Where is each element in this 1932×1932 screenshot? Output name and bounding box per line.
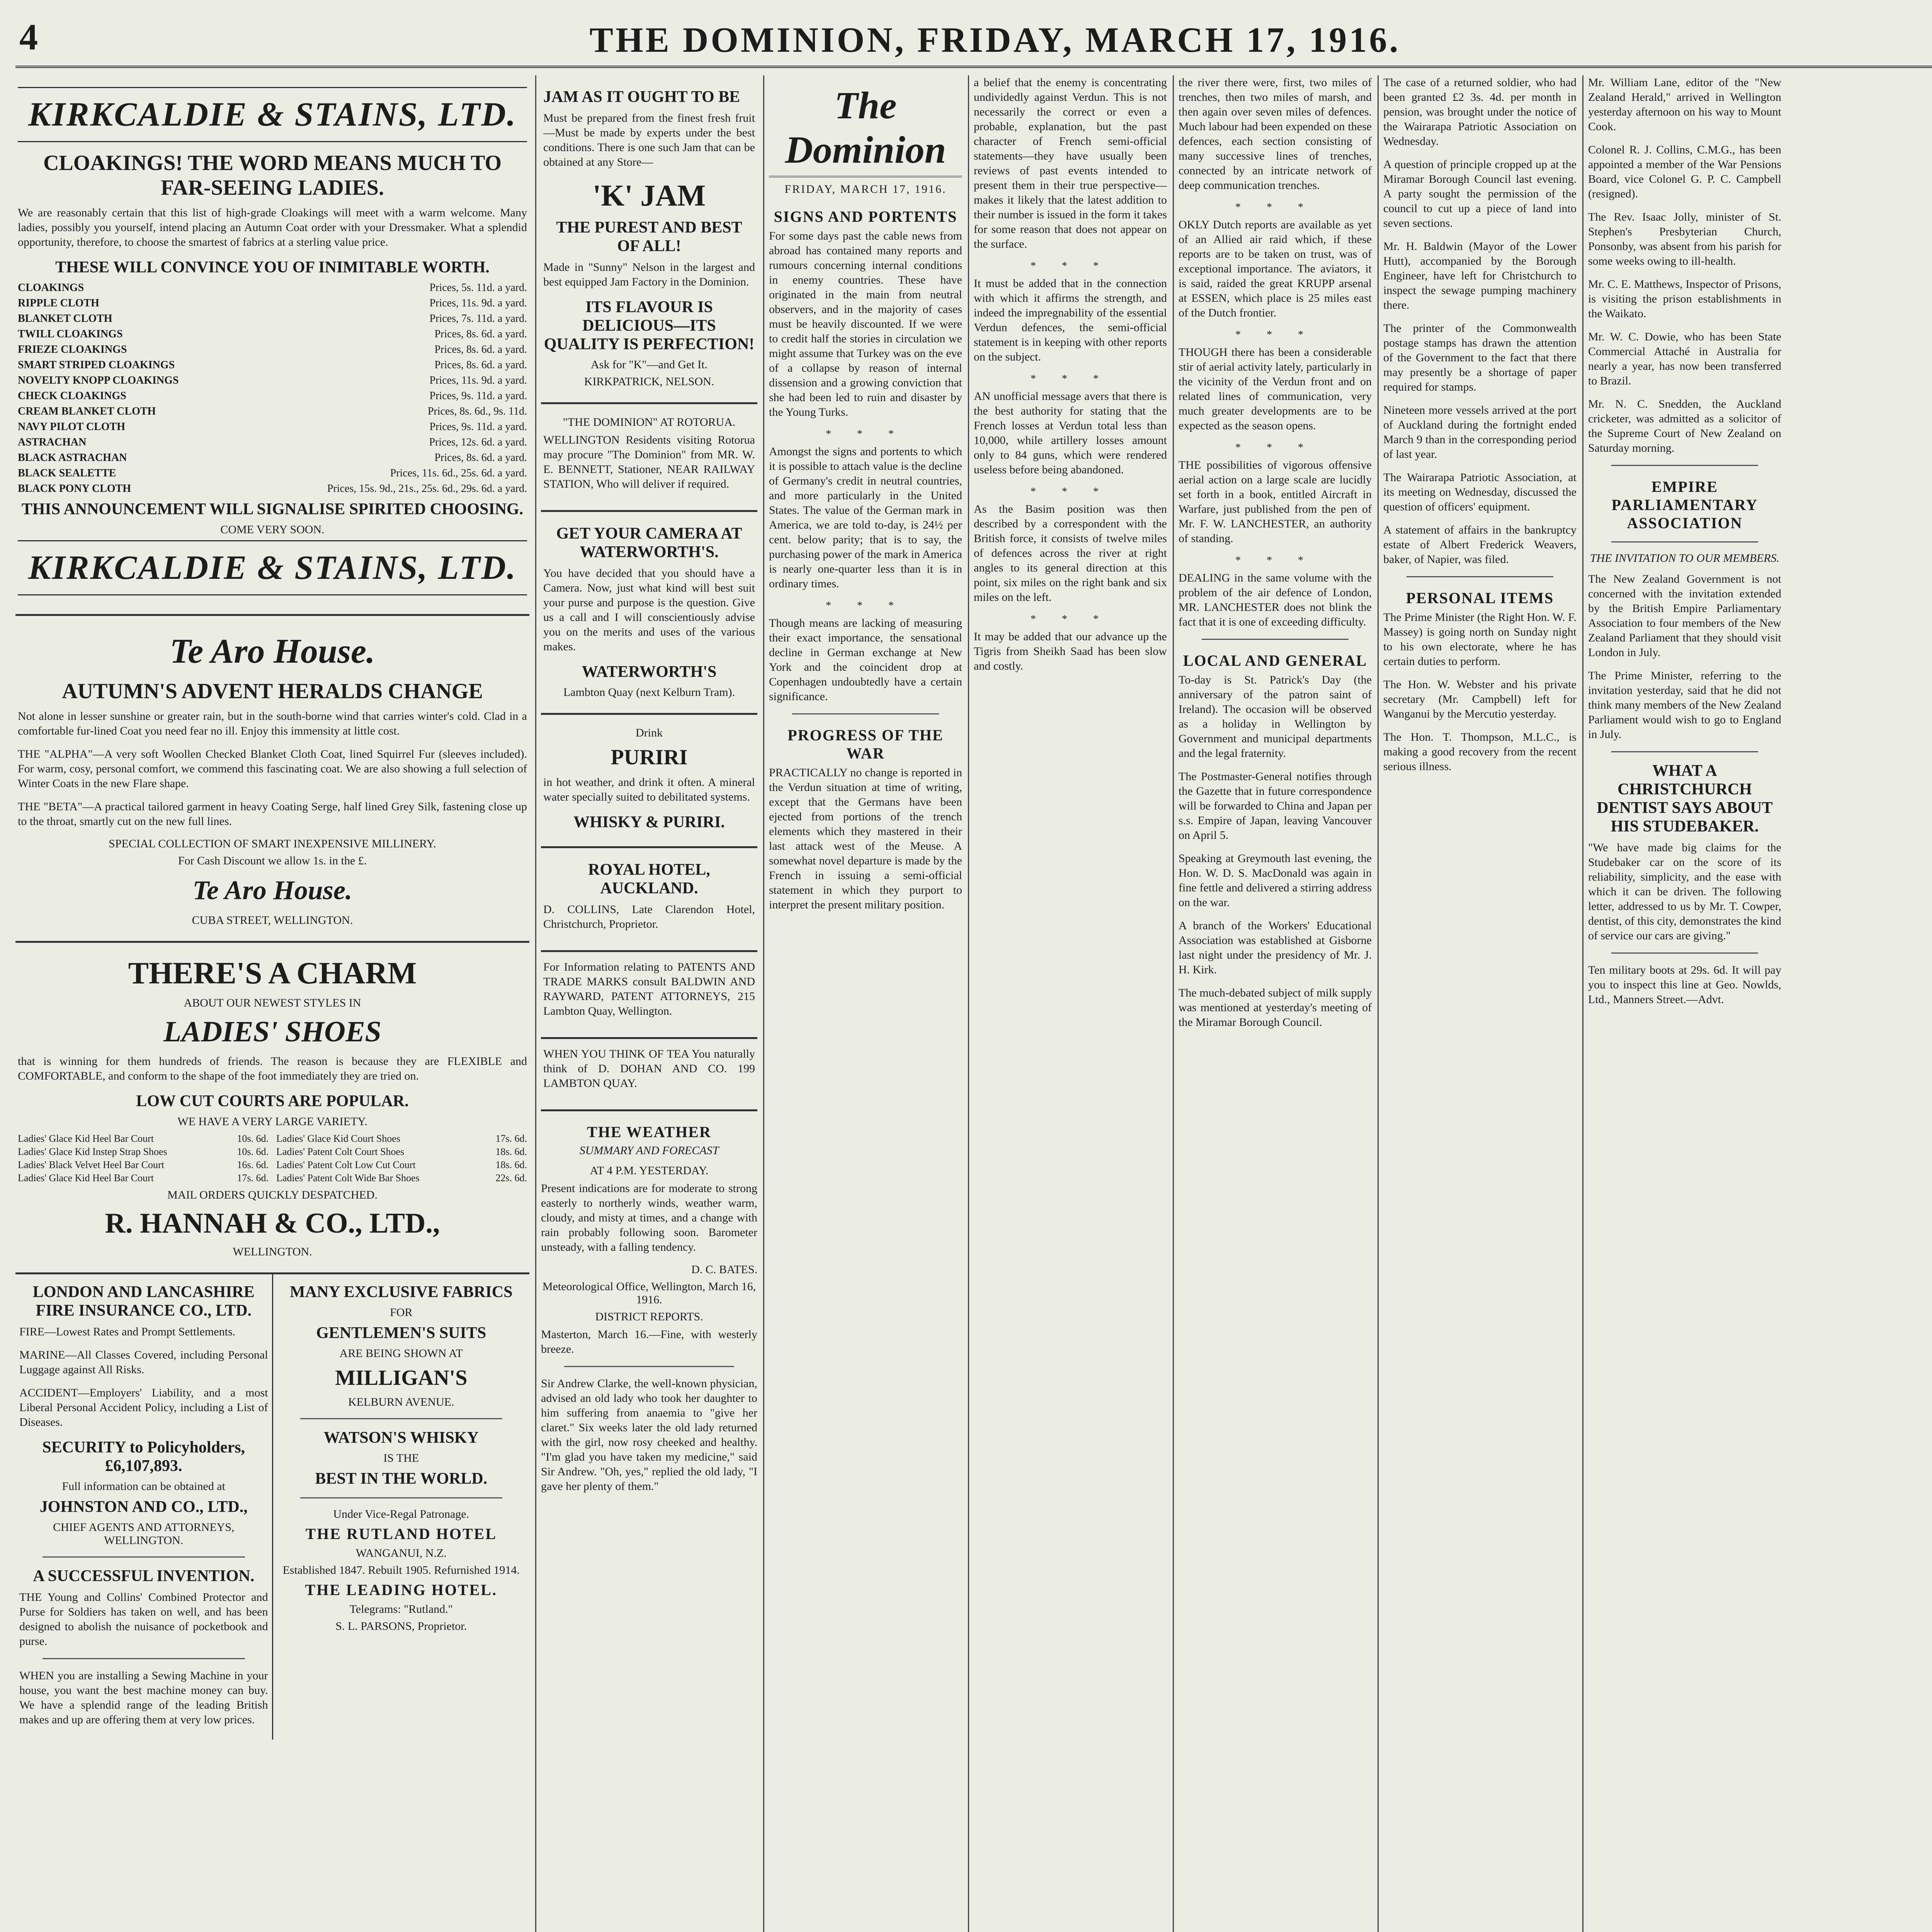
ad-title-repeat: KIRKCALDIE & STAINS, LTD. (18, 540, 527, 595)
article-paragraph: To-day is St. Patrick's Day (the anniversary of the patron saint of Ireland). The occasion will be observed as a holiday in Wellington by Government and municipal departments and the legal fraternity. (1179, 673, 1372, 760)
ad-brand: R. HANNAH & CO., LTD., (105, 1208, 440, 1239)
ad-sub: CHIEF AGENTS AND ATTORNEYS, WELLINGTON. (53, 1521, 235, 1547)
article-paragraph: THE possibilities of vigorous offensive aerial action on a large scale are lucidly set forth in a book, entitled Aircraft in Warfare, just published from the pen of Mr. F. W. LANCHESTER, an authority of standing. (1179, 459, 1372, 545)
shoe-row: Ladies' Patent Colt Court Shoes 18s. 6d. (276, 1146, 527, 1157)
article-paragraph: OKLY Dutch reports are available as yet of an Allied air raid which, if these reports are to be taken on trust, was of exceptional importance. The aviators, it is said, raided the great KRUPP arsenal at ESSEN, which place is 25 miles east of the Dutch frontier. (1179, 218, 1372, 319)
price-row: CREAM BLANKET CLOTH Prices, 8s. 6d., 9s. 11d. (18, 405, 527, 417)
ad-title: Te Aro House. (170, 632, 375, 670)
article-heading: LOCAL AND GENERAL (1183, 652, 1367, 669)
ad-title-repeat: Te Aro House. (192, 876, 352, 905)
article-heading: PERSONAL ITEMS (1406, 589, 1554, 607)
article-paragraph: Mr. William Lane, editor of the "New Zealand Herald," arrived in Wellington yesterday afternoon on his way to Mount Cook. (1588, 76, 1781, 133)
ad-dohan: WHEN YOU THINK OF TEA You naturally think of D. DOHAN AND CO. 199 LAMBTON QUAY. (541, 1039, 757, 1111)
column-personal (1588, 75, 1781, 1932)
price-row: CLOAKINGS Prices, 5s. 11d. a yard. (18, 282, 527, 294)
price-row: SMART STRIPED CLOAKINGS Prices, 8s. 6d. a yard. (18, 359, 527, 371)
ad-text: WHEN you are installing a Sewing Machine in your house, you want the best machine money can buy. We have a splendid range of the leading British makes and up are offering them at very low prices. (19, 1669, 268, 1726)
ad-heading: CLOAKINGS! THE WORD MEANS MUCH TO FAR-SEEING LADIES. (43, 151, 502, 200)
ad-note: Full information can be obtained at (62, 1480, 225, 1493)
ad-text: ITS FLAVOUR IS DELICIOUS—ITS QUALITY IS PERFECTION! (544, 298, 755, 353)
article-paragraph: Mr. H. Baldwin (Mayor of the Lower Hutt), accompanied by the Borough Engineer, have left for Christchurch to inspect the sewage pumping machinery there. (1383, 240, 1577, 311)
article-paragraph: a belief that the enemy is concentrating undividedly against Verdun. This is not necessarily the correct or even a probable, explanation, but the past character of French semi-official statements—they have usually been reviews of past events intended to present them in their true perspective—makes it likely that the latest addition to their number is issued in the form it takes for some reason that does not appear on the surface. (974, 76, 1167, 250)
article-paragraph: The Hon. T. Thompson, M.L.C., is making a good recovery from the recent serious illness. (1383, 731, 1577, 773)
price-row: FRIEZE CLOAKINGS Prices, 8s. 6d. a yard. (18, 344, 527, 355)
page-title: THE DOMINION, FRIDAY, MARCH 17, 1916. (589, 20, 1401, 60)
article-paragraph: "We have made big claims for the Studebaker car on the score of its reliability, simplicity, and the ease with which it can be driven. The following letter, addressed to us by Mr. T. Cowper, dentist, of this city, demonstrates the kind of service our cars are giving." (1588, 841, 1781, 942)
article-paragraph: A statement of affairs in the bankruptcy estate of Albert Frederick Weavers, baker, of Napier, was filed. (1383, 524, 1577, 566)
ad-note: For Cash Discount we allow 1s. in the £. (178, 854, 367, 867)
article-paragraph: Speaking at Greymouth last evening, the Hon. W. D. S. MacDonald was again in fine fettle and delivered a stirring address on the war. (1179, 852, 1372, 909)
ad-text: ARE BEING SHOWN AT (339, 1347, 463, 1360)
dateline: FRIDAY, MARCH 17, 1916. (784, 183, 947, 196)
ad-text: FOR (390, 1306, 413, 1319)
article-paragraph: Mr. C. E. Matthews, Inspector of Prisons, is visiting the prison establishments in the Waikato. (1588, 278, 1781, 320)
ad-note: LOW CUT COURTS ARE POPULAR. (136, 1092, 409, 1110)
ad-kirkcaldie-stains (15, 75, 529, 616)
article-paragraph: The printer of the Commonwealth postage stamps has drawn the attention of the Government to the fact that there may presently be a shortage of paper required for stamps. (1383, 322, 1577, 393)
ad-royal-hotel: ROYAL HOTEL, AUCKLAND. D. COLLINS, Late Clarendon Hotel, Christchurch, Proprietor. (541, 848, 757, 952)
ad-brand: JOHNSTON AND CO., LTD., (39, 1498, 248, 1516)
article-paragraph: The case of a returned soldier, who had been granted £2 3s. 4d. per month in pension, was brought under the notice of the Wairarapa Patriotic Association on Wednesday. (1383, 76, 1577, 148)
ad-item: ACCIDENT—Employers' Liability, and a most Liberal Personal Accident Policy, including a List of Diseases. (19, 1386, 268, 1429)
article-heading: WHAT A CHRISTCHURCH DENTIST SAYS ABOUT HIS STUDEBAKER. (1597, 762, 1773, 835)
ad-text: IS THE (383, 1452, 419, 1464)
ad-text: THE "ALPHA"—A very soft Woollen Checked Blanket Cloth Coat, lined Squirrel Fur (sleeves included). For warm, cosy, personal comfort, we commend this fascinating coat. We are also showing a full selection of Winter Coats in the new Flare shape. (18, 748, 527, 790)
article-paragraph: The Postmaster-General notifies through the Gazette that in future correspondence will be forwarded to China and Japan per s.s. Empire of Japan, leaving Vancouver on April 5. (1179, 770, 1372, 842)
ad-brand: MILLIGAN'S (335, 1366, 468, 1390)
ad-text: THE Young and Collins' Combined Protector and Purse for Soldiers has taken on well, and has been designed to abolish the nuisance of pocketbook and purse. (19, 1591, 268, 1648)
article-paragraph: DEALING in the same volume with the problem of the air defence of London, MR. LANCHESTER does not blink the fact that it is one of exceeding difficulty. (1179, 571, 1372, 628)
ad-k-jam (541, 75, 757, 404)
article-subheading: THE INVITATION TO OUR MEMBERS. (1590, 552, 1780, 565)
ad-title: THERE'S A CHARM (128, 956, 417, 990)
ad-text: Not alone in lesser sunshine or greater rain, but in the south-borne wind that carries winter's cold. Clad in a comfortable fur-lined Coat you need fear no ill. Enjoy this immensity at little cost. (18, 710, 527, 737)
price-row: BLACK PONY CLOTH Prices, 15s. 9d., 21s., 25s. 6d., 29s. 6d. a yard. (18, 483, 527, 495)
ad-text: GENTLEMEN'S SUITS (316, 1324, 486, 1342)
weather-report: THE WEATHER SUMMARY AND FORECAST AT 4 P.M. YESTERDAY. Present indications are for moderate to strong easterly to northerly winds, weather warm, cloudy, and misty at times, and a change with rain probably following soon. Barometer unsteady, with a falling tendency. D. C. BATES. Meteorological Office, Wellington, March 16, 1916. DISTRICT REPORTS. Masterton, March 16.—Fine, with westerly breeze. Sir Andrew Clarke, the well-known physician, advised an old lady who took her daughter to him suffering from anaemia to "give her claret." Six weeks later the old lady returned with the girl, now rosy cheeked and healthy. "I'm glad you have taken my medicine," said Sir Andrew. "Oh, yes," replied the old lady, "I gave her plenty of them." (541, 1123, 757, 1493)
article-paragraph: The Prime Minister (the Right Hon. W. F. Massey) is going north on Sunday night to his own electorate, where he has certain duties to perform. (1383, 611, 1577, 668)
ad-lancashire (15, 1274, 272, 1740)
price-row: ASTRACHAN Prices, 12s. 6d. a yard. (18, 436, 527, 448)
ad-brand: 'K' JAM (592, 179, 706, 212)
ad-title: KIRKCALDIE & STAINS, LTD. (18, 87, 527, 142)
ad-subheading: THESE WILL CONVINCE YOU OF INIMITABLE WORTH. (55, 259, 490, 276)
ad-text: THE "BETA"—A practical tailored garment in heavy Coating Serge, half lined Grey Silk, fastening close up to the throat, smartly cut on the new full lines. (18, 800, 527, 828)
price-row: NOVELTY KNOPP CLOAKINGS Prices, 11s. 9d. a yard. (18, 374, 527, 386)
article-paragraph: Ten military boots at 29s. 6d. It will pay you to inspect this line at Geo. Nowlds, Ltd., Manners Street.—Advt. (1588, 964, 1781, 1006)
ad-footer: THIS ANNOUNCEMENT WILL SIGNALISE SPIRITED CHOOSING. (21, 500, 524, 518)
ad-note: SECURITY to Policyholders, £6,107,893. (42, 1439, 245, 1475)
ad-text: Made in "Sunny" Nelson in the largest and best equipped Jam Factory in the Dominion. (543, 261, 755, 288)
shoe-row: Ladies' Black Velvet Heel Bar Court 16s. 6d. (18, 1159, 269, 1170)
ad-rutland-hotel: Under Vice-Regal Patronage. THE RUTLAND HOTEL WANGANUI, N.Z. Established 1847. Rebuilt 1905. Refurnished 1914. THE LEADING HOTEL. Telegrams: "Rutland." S. L. PARSONS, Proprietor. (282, 1508, 520, 1633)
ad-city: WELLINGTON. (233, 1245, 312, 1258)
paper-title: The Dominion (769, 75, 962, 177)
price-row: BLANKET CLOTH Prices, 7s. 11d. a yard. (18, 313, 527, 325)
ad-title: LONDON AND LANCASHIRE FIRE INSURANCE CO., LTD. (32, 1283, 255, 1320)
article-paragraph: THOUGH there has been a considerable stir of aerial activity lately, particularly in the vicinity of the Verdun front and on related lines of communication, very much greater developments are to be expected as the season opens. (1179, 346, 1372, 432)
ad-waterworth: GET YOUR CAMERA AT WATERWORTH'S. You have decided that you should have a Camera. Now, just what kind will best suit your purse and purpose is the question. Give us a call and I will conscientiously advise you on the merits and uses of the various makes. WATERWORTH'S Lambton Quay (next Kelburn Tram). (541, 512, 757, 715)
column-ads-narrow (541, 75, 757, 1932)
article-paragraph: As the Basim position was then described by a correspondent with the British force, it consists of twelve miles of defences across the river at right angles to its general direction at this point, six miles on the right bank and six miles on the left. (974, 503, 1167, 604)
article-paragraph: It must be added that in the connection with which it affirms the strength, and indeed the impregnability of the essential Verdun defences, the semi-official statement is in keeping with other reports on the subject. (974, 277, 1167, 363)
ad-sub: THE PUREST AND BEST OF ALL! (556, 219, 742, 255)
ad-intro: We are reasonably certain that this list of high-grade Cloakings will meet with a warm welcome. Many ladies, possibly you yourself, intend placing an Autumn Coat order with your Dressmaker. What a splendid opportunity, therefore, to choose the smartest of fabrics at a sterling value price. (18, 206, 527, 248)
article-heading: PROGRESS OF THE WAR (787, 726, 944, 762)
ad-footer-small: COME VERY SOON. (220, 523, 325, 536)
article-paragraph: Though means are lacking of measuring their exact importance, the sensational decline in German exchange at New York and the coincident drop at Copenhagen undoubtedly have a certain significance. (769, 617, 962, 703)
ad-milligan (272, 1274, 530, 1740)
article-heading: EMPIRE PARLIAMENTARY ASSOCIATION (1611, 478, 1758, 532)
column-editorial: The Dominion FRIDAY, MARCH 17, 1916. SIGNS AND PORTENTS For some days past the cable news from abroad has contained many reports and rumours concerning internal conditions in enemy countries. These have originated in the main from neutral observers, and in the majority of cases must be heavily discounted. If we were to credit half the stories in circulation we might assume that Turkey was on the eve of a collapse by reason of internal dissension and a growing conviction that she had been led to ruin and disaster by the Young Turks. * * * Amongst the signs and portents to which it is possible to attach value is the decline of Germany's credit in neutral countries, and more particularly in the United States. The value of the German mark in America, we are told to-day, is 24½ per cent. below parity; that is to say, the purchasing power of the mark in America is nearly one-quarter less than it is in ordinary times. * * * Though means are lacking of measuring their exact importance, the sensational decline in German exchange at New York and the coincident drop at Copenhagen undoubtedly have a certain significance. PROGRESS OF THE WAR PRACTICALLY no change is reported in the Verdun situation at time of writing, except that the Germans have been ejected from portions of the trench elements which they mastered in their last attack west of the Meuse. A somewhat novel departure is made by the French in issuing a semi-official statement in which they purport to interpret the present military position. (769, 75, 962, 1932)
masthead (15, 8, 1932, 68)
ad-title: MANY EXCLUSIVE FABRICS (290, 1283, 513, 1301)
article-paragraph: A branch of the Workers' Educational Association was established at Gisborne last night under the presidency of Mr. J. H. Kirk. (1179, 919, 1372, 976)
shoe-row: Ladies' Glace Kid Instep Strap Shoes 10s. 6d. (18, 1146, 269, 1157)
column-ads-left (15, 75, 529, 1932)
ad-brand: WATSON'S WHISKY (323, 1429, 479, 1447)
ad-note: MAIL ORDERS QUICKLY DESPATCHED. (167, 1189, 378, 1201)
article-paragraph: Amongst the signs and portents to which it is possible to attach value is the decline of Germany's credit in neutral countries, and more particularly in the United States. The value of the German mark in America, we are told to-day, is 24½ per cent. below parity; that is to say, the purchasing power of the mark in America is nearly one-quarter less than it is in ordinary times. (769, 445, 962, 590)
article-paragraph: PRACTICALLY no change is reported in the Verdun situation at time of writing, except that the Germans have been ejected from portions of the trench elements which they mastered in their last attack west of the Meuse. A somewhat novel departure is made by the French in issuing a semi-official statement in which they purport to interpret the present military position. (769, 766, 962, 911)
ad-text: that is winning for them hundreds of friends. The reason is because they are FLEXIBLE and COMFORTABLE, and conform to the shape of the foot immediately they are tried on. (18, 1055, 527, 1082)
ad-rotorua: "THE DOMINION" AT ROTORUA. WELLINGTON Residents visiting Rotorua may procure "The Dominion" from MR. W. E. BENNETT, Stationer, NEAR RAILWAY STATION, Who will deliver if required. (541, 404, 757, 512)
ad-brand: KIRKPATRICK, NELSON. (584, 375, 714, 388)
column-general (1383, 75, 1577, 1932)
ad-split (15, 1274, 529, 1740)
shoe-row: Ladies' Glace Kid Court Shoes 17s. 6d. (276, 1133, 527, 1144)
ad-puriri: Drink PURIRI in hot weather, and drink it often. A mineral water specially suited to debilitated systems. WHISKY & PURIRI. (541, 715, 757, 848)
article-paragraph: The much-debated subject of milk supply was mentioned at yesterday's meeting of the Miramar Borough Council. (1179, 986, 1372, 1029)
shoe-list (18, 1132, 527, 1185)
article-paragraph: A question of principle cropped up at the Miramar Borough Council last evening. A party sought the permission of the council to cut up a piece of land into seven sections. (1383, 158, 1577, 230)
article-paragraph: Nineteen more vessels arrived at the port of Auckland during the fortnight ended March 9 than in the corresponding period of last year. (1383, 404, 1577, 461)
price-row: BLACK SEALETTE Prices, 11s. 6d., 25s. 6d. a yard. (18, 467, 527, 479)
ad-heading: JAM AS IT OUGHT TO BE (543, 88, 740, 106)
shoe-row: Ladies' Glace Kid Heel Bar Court 10s. 6d. (18, 1133, 269, 1144)
ad-heading: LADIES' SHOES (163, 1015, 381, 1048)
ad-note: SPECIAL COLLECTION OF SMART INEXPENSIVE MILLINERY. (109, 837, 436, 850)
price-row: RIPPLE CLOTH Prices, 11s. 9d. a yard. (18, 297, 527, 309)
newspaper-page (15, 8, 1932, 1932)
article-paragraph: The Hon. W. Webster and his private secretary (Mr. Campbell) left for Wanganui by the Mercutio yesterday. (1383, 678, 1577, 720)
page-number: 4 (19, 16, 38, 58)
article-paragraph: AN unofficial message avers that there is the best authority for stating that the French losses at Verdun total less than 10,000, while artillery losses amount only to 84 guns, which were rendered useless before being abandoned. (974, 390, 1167, 476)
article-heading: SIGNS AND PORTENTS (774, 208, 957, 225)
article-paragraph: The New Zealand Government is not concerned with the invitation extended by the British Empire Parliamentary Association to four members of the New Zealand Parliament that they should visit London in July. (1588, 573, 1781, 659)
shoe-row: Ladies' Glace Kid Heel Bar Court 17s. 6d. (18, 1172, 269, 1184)
price-row: CHECK CLOAKINGS Prices, 9s. 11d. a yard. (18, 390, 527, 402)
ad-patents: For Information relating to PATENTS AND TRADE MARKS consult BALDWIN AND RAYWARD, PATENT ATTORNEYS, 215 Lambton Quay, Wellington. (541, 952, 757, 1039)
article-paragraph: It may be added that our advance up the Tigris from Sheikh Saad has been slow and costly. (974, 630, 1167, 672)
ad-address: CUBA STREET, WELLINGTON. (192, 914, 353, 927)
ad-heading: AUTUMN'S ADVENT HERALDS CHANGE (62, 679, 483, 703)
price-row: TWILL CLOAKINGS Prices, 8s. 6d. a yard. (18, 328, 527, 340)
ad-text: Ask for "K"—and Get It. (591, 358, 707, 371)
article-paragraph: For some days past the cable news from abroad has contained many reports and rumours concerning internal conditions in enemy countries. These have originated in the main from neutral observers, and in the majority of cases must be heavily discounted. If we were to credit half the stories in circulation we might assume that Turkey was on the eve of a collapse by reason of internal dissension and a growing conviction that she had been led to ruin and disaster by the Young Turks. (769, 230, 962, 418)
ad-item: MARINE—All Classes Covered, including Personal Luggage against All Risks. (19, 1349, 268, 1376)
ad-te-aro-house (15, 616, 529, 943)
article-paragraph: Mr. W. C. Dowie, who has been State Commercial Attaché in Australia for nearly a year, has now been transferred to Brazil. (1588, 330, 1781, 387)
price-row: BLACK ASTRACHAN Prices, 8s. 6d. a yard. (18, 452, 527, 464)
article-paragraph: Colonel R. J. Collins, C.M.G., has been appointed a member of the War Pensions Board, vice Colonel G. P. C. Campbell (resigned). (1588, 143, 1781, 200)
article-paragraph: The Rev. Isaac Jolly, minister of St. Stephen's Presbyterian Church, Ponsonby, was absent from his parish for some weeks owing to ill-health. (1588, 211, 1781, 267)
shoe-row: Ladies' Patent Colt Wide Bar Shoes 22s. 6d. (276, 1172, 527, 1184)
article-paragraph: The Prime Minister, referring to the invitation yesterday, said that he did not think many members of the New Zealand Parliament would wish to go to England in July. (1588, 669, 1781, 741)
ad-note: WE HAVE A VERY LARGE VARIETY. (177, 1115, 367, 1128)
shoe-row: Ladies' Patent Colt Low Cut Court 18s. 6d. (276, 1159, 527, 1170)
ad-text: Must be prepared from the finest fresh fruit—Must be made by experts under the best conditions. There is one such Jam that can be obtained at any Store— (543, 112, 755, 168)
article-paragraph: the river there were, first, two miles of trenches, then two miles of marsh, and then again over seven miles of defences. Much labour had been expended on these defences, each section consisting of many successive lines of trenches, connected by an intricate network of deep communication trenches. (1179, 76, 1372, 192)
ad-sub: ABOUT OUR NEWEST STYLES IN (184, 997, 361, 1009)
ad-text: BEST IN THE WORLD. (315, 1470, 488, 1488)
price-list (18, 281, 527, 495)
column-local: the river there were, first, two miles of trenches, then two miles of marsh, and then again over seven miles of defences. Much labour had been expended on these defences, each section consisting of many successive lines of trenches, connected by an intricate network of deep communication trenches. * * * OKLY Dutch reports are available as yet of an Allied air raid which, if these reports are to be taken on trust, was of exceptional importance. The aviators, it is said, raided the great KRUPP arsenal at ESSEN, which place is 25 miles east of the Dutch frontier. * * * THOUGH there has been a considerable stir of aerial activity lately, particularly in the vicinity of the Verdun front and on related lines of communication, very much greater developments are to be expected as the season opens. * * * THE possibilities of vigorous offensive aerial action on a large scale are lucidly set forth in a book, entitled Aircraft in Warfare, just published from the pen of Mr. F. W. LANCHESTER, an authority of standing. * * * DEALING in the same volume with the problem of the air defence of London, MR. LANCHESTER does not blink the fact that it is one of exceeding difficulty. LOCAL AND GENERAL To-day is St. Patrick's Day (the anniversary of the patron saint of Ireland). The occasion will be observed as a holiday in Wellington by Government and municipal departments and the legal fraternity. The Postmaster-General notifies through the Gazette that in future correspondence will be forwarded to China and Japan per s.s. Empire of Japan, leaving Vancouver on April 5. Speaking at Greymouth last evening, the Hon. W. D. S. MacDonald was again in fine fettle and delivered a stirring address on the war. A branch of the Workers' Educational Association was established at Gisborne last night under the presidency of Mr. J. H. Kirk. The much-debated subject of milk supply was mentioned at yesterday's meeting of the Miramar Borough Council. (1179, 75, 1372, 1932)
ad-item: FIRE—Lowest Rates and Prompt Settlements. (19, 1325, 236, 1338)
ad-title: A SUCCESSFUL INVENTION. (33, 1567, 255, 1585)
ad-hannah-shoes (15, 943, 529, 1274)
ad-address: KELBURN AVENUE. (348, 1396, 454, 1408)
article-paragraph: The Wairarapa Patriotic Association, at its meeting on Wednesday, discussed the question of officers' equipment. (1383, 471, 1577, 513)
column-war: a belief that the enemy is concentrating undividedly against Verdun. This is not necessarily the correct or even a probable, explanation, but the past character of French semi-official statements—they have usually been reviews of past events intended to present them in their true perspective—makes it likely that the latest addition to their number is issued in the form it takes for some reason that does not appear on the surface. * * * It must be added that in the connection with which it affirms the strength, and indeed the impregnability of the essential Verdun defences, the semi-official statement is in keeping with other reports on the subject. * * * AN unofficial message avers that there is the best authority for stating that the French losses at Verdun total less than 10,000, while artillery losses amount only to 84 guns, which were rendered useless before being abandoned. * * * As the Basim position was then described by a correspondent with the British force, it consists of twelve miles of defences across the river at right angles to its general direction at this point, six miles on the right bank and six miles on the left. * * * It may be added that our advance up the Tigris from Sheikh Saad has been slow and costly. (974, 75, 1167, 1932)
price-row: NAVY PILOT CLOTH Prices, 9s. 11d. a yard. (18, 421, 527, 433)
article-paragraph: Mr. N. C. Snedden, the Auckland cricketer, was admitted as a solicitor of the Supreme Court of New Zealand on Saturday morning. (1588, 398, 1781, 454)
